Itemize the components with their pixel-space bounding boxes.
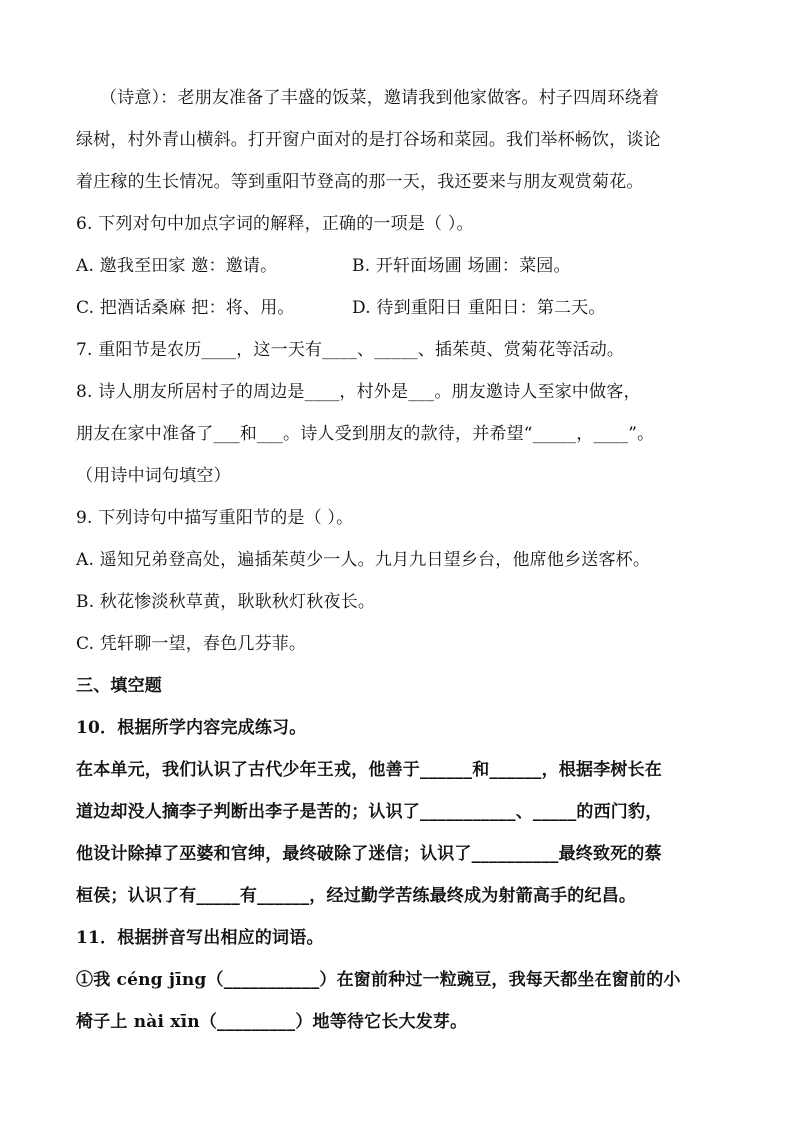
question-9-option-a: A. 遥知兄弟登高处，遍插茱萸少一人。九月九日望乡台，他席他乡送客杯。 [76,550,651,570]
question-9-option-c: C. 凭轩聊一望，春色几芬菲。 [76,634,307,654]
question-10-line-4: 桓侯；认识了有_____有______，经过勤学苦练最终成为射箭高手的纪昌。 [76,886,637,906]
question-11-stem: 11．根据拼音写出相应的词语。 [76,928,324,948]
question-6-option-d: D. 待到重阳日 重阳日：第二天。 [352,298,606,318]
poem-meaning-line-3: 着庄稼的生长情况。等到重阳节登高的那一天，我还要来与朋友观赏菊花。 [76,172,644,192]
question-9-option-b: B. 秋花惨淡秋草黄，耿耿秋灯秋夜长。 [76,592,376,612]
question-6-option-c: C. 把酒话桑麻 把：将、用。 [76,298,295,318]
question-10-line-3: 他设计除掉了巫婆和官绅，最终破除了迷信；认识了__________最终致死的蔡 [76,844,662,864]
question-10-line-1: 在本单元，我们认识了古代少年王戎，他善于______和______，根据李树长在 [76,760,662,780]
question-7-stem: 7. 重阳节是农历____，这一天有____、_____、插茱萸、赏菊花等活动。 [76,340,625,360]
question-8-line-3: （用诗中词句填空） [76,466,231,486]
poem-meaning-line-2: 绿树，村外青山横斜。打开窗户面对的是打谷场和菜园。我们举杯畅饮，谈论 [76,130,661,150]
section-3-title: 三、填空题 [76,676,162,696]
question-10-stem: 10．根据所学内容完成练习。 [76,718,307,738]
question-9-stem: 9. 下列诗句中描写重阳节的是（ ）。 [76,508,354,528]
question-6-option-a: A. 邀我至田家 邀：邀请。 [76,256,278,276]
question-8-line-1: 8. 诗人朋友所居村子的周边是____，村外是___。朋友邀诗人至家中做客， [76,382,641,402]
question-11-line-1: ①我 céng jīng（___________）在窗前种过一粒豌豆，我每天都坐在窗前的小 [76,970,681,990]
poem-meaning-line-1: （诗意）：老朋友准备了丰盛的饭菜，邀请我到他家做客。村子四周环绕着 [100,88,660,108]
question-10-line-2: 道边却没人摘李子判断出李子是苦的；认识了___________、_____的西门豹， [76,802,663,822]
question-8-line-2: 朋友在家中准备了___和___。诗人受到朋友的款待，并希望“_____，____”。 [76,424,655,444]
question-6-option-b: B. 开轩面场圃 场圃：菜园。 [352,256,571,276]
question-11-line-2: 椅子上 nài xīn（_________）地等待它长大发芽。 [76,1012,468,1032]
question-6-stem: 6. 下列对句中加点字词的解释，正确的一项是（ ）。 [76,214,474,234]
